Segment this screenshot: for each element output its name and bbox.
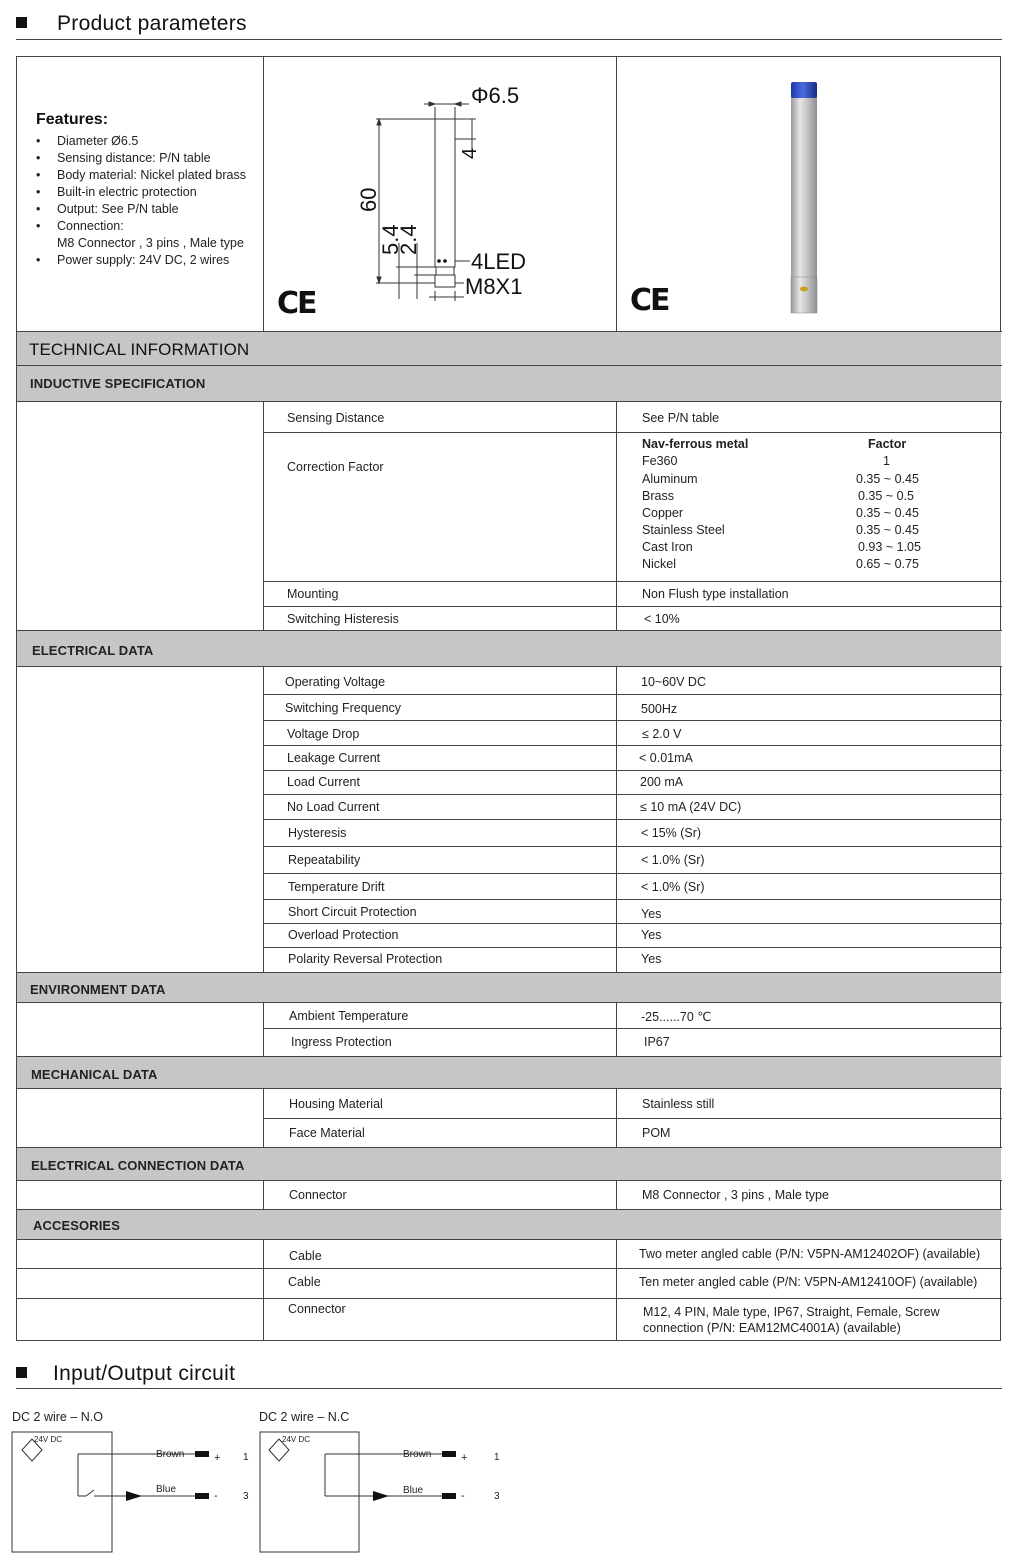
row-divider <box>264 947 1002 948</box>
heading-text: Input/Output circuit <box>53 1362 236 1385</box>
spec-label: Overload Protection <box>288 928 399 942</box>
brown-wire-label: Brown <box>156 1449 185 1460</box>
metal-name: Fe360 <box>642 454 678 468</box>
ce-mark-icon: CE <box>630 283 669 318</box>
accessory-label: Connector <box>288 1302 346 1316</box>
sensing-distance-value: See P/N table <box>642 411 720 425</box>
accessory-value: Ten meter angled cable (P/N: V5PN-AM12410OF) (available) <box>639 1275 978 1289</box>
sensor-body <box>791 95 817 295</box>
col-divider <box>263 1240 264 1341</box>
metal-name: Aluminum <box>642 472 698 486</box>
metal-factor: 0.65 ~ 0.75 <box>856 557 919 571</box>
spec-label: Polarity Reversal Protection <box>288 952 443 966</box>
spec-label: Load Current <box>287 775 360 789</box>
inductive-title: INDUCTIVE SPECIFICATION <box>30 376 206 391</box>
circuit-no-title: DC 2 wire – N.O <box>12 1410 103 1424</box>
metal-factor: 0.93 ~ 1.05 <box>858 540 921 554</box>
spec-label: Temperature Drift <box>288 880 385 894</box>
spec-value: Yes <box>641 952 662 966</box>
metal-factor: 1 <box>883 454 890 468</box>
spec-value: < 1.0% (Sr) <box>641 880 705 894</box>
wire-end <box>195 1493 209 1499</box>
col-divider <box>616 1181 617 1209</box>
spec-label: Repeatability <box>288 853 361 867</box>
metal-factor: 0.35 ~ 0.5 <box>858 489 914 503</box>
row-divider <box>264 694 1002 695</box>
dim-4: 4 <box>459 147 481 159</box>
wire-end <box>442 1451 456 1457</box>
plus-sign: + <box>461 1452 468 1464</box>
thread-label: M8X1 <box>465 274 523 299</box>
row-divider <box>264 794 1002 795</box>
row-divider <box>16 1180 1002 1181</box>
bullet-square-icon <box>16 17 27 28</box>
spec-label: Hysteresis <box>288 826 347 840</box>
circuit-nc-title: DC 2 wire – N.C <box>259 1410 350 1424</box>
accessories-band <box>17 1210 1001 1239</box>
dim-diameter: Φ6.5 <box>471 83 520 108</box>
spec-value: M8 Connector , 3 pins , Male type <box>642 1188 829 1202</box>
accessory-label: Cable <box>288 1275 321 1289</box>
sensor-cap <box>791 82 817 98</box>
accessories-title: ACCESORIES <box>33 1218 120 1233</box>
col-divider <box>616 1240 617 1341</box>
dimension-drawing <box>264 57 616 331</box>
row-divider <box>16 1268 1002 1269</box>
factor-col-header: Factor <box>868 437 907 451</box>
switching-hysteresis-value: < 10% <box>644 612 680 626</box>
tech-info-title: TECHNICAL INFORMATION <box>29 340 250 359</box>
row-divider <box>264 1028 1002 1029</box>
accessory-value: Two meter angled cable (P/N: V5PN-AM12402OF) (available) <box>639 1247 981 1261</box>
brown-wire-label: Brown <box>403 1449 432 1460</box>
row-divider <box>264 581 1002 582</box>
feature-item: • Body material: Nickel plated brass <box>36 167 261 184</box>
spec-label: Short Circuit Protection <box>288 905 417 919</box>
feature-item: • Sensing distance: P/N table <box>36 150 261 167</box>
pin-3: 3 <box>494 1491 500 1502</box>
row-divider <box>264 819 1002 820</box>
metal-name: Nickel <box>642 557 677 571</box>
row-divider <box>264 606 1002 607</box>
led-dot-icon <box>443 259 447 263</box>
blue-wire-label: Blue <box>156 1484 177 1495</box>
io-circuit-heading <box>16 1362 235 1386</box>
spec-value: IP67 <box>644 1035 670 1049</box>
spec-value: ≤ 2.0 V <box>642 727 682 741</box>
correction-factor-label: Correction Factor <box>287 460 384 474</box>
dim-2-4: 2.4 <box>396 224 421 255</box>
metal-name: Stainless Steel <box>642 523 725 537</box>
wire-end <box>442 1493 456 1499</box>
features-list <box>36 133 261 269</box>
circuit-nc-diagram <box>257 1428 507 1558</box>
pin-1: 1 <box>243 1452 249 1463</box>
spec-label: Face Material <box>289 1126 365 1140</box>
spec-value: 10~60V DC <box>641 675 706 689</box>
spec-value: Yes <box>641 928 662 942</box>
accessory-value: M12, 4 PIN, Male type, IP67, Straight, Female, Screw connection (P/N: EAM12MC4001A) (available) <box>643 1305 940 1335</box>
dim-60: 60 <box>356 187 381 212</box>
heading-rule <box>16 39 1002 40</box>
row-divider <box>264 899 1002 900</box>
pin-1: 1 <box>494 1452 500 1463</box>
led-label: 4LED <box>471 249 527 274</box>
metal-factor: 0.35 ~ 0.45 <box>856 472 919 486</box>
switching-hysteresis-label: Switching Histeresis <box>287 612 399 626</box>
metal-factor: 0.35 ~ 0.45 <box>856 506 919 520</box>
spec-value: ≤ 10 mA (24V DC) <box>640 800 742 814</box>
col-divider <box>263 1003 264 1056</box>
spec-label: Housing Material <box>289 1097 383 1111</box>
metal-factor: 0.35 ~ 0.45 <box>856 523 919 537</box>
spec-value: Stainless still <box>642 1097 715 1111</box>
spec-label: Switching Frequency <box>285 701 402 715</box>
environment-band <box>17 973 1001 1002</box>
dim-5-4: 5.4 <box>378 224 403 255</box>
spec-label: Voltage Drop <box>287 727 360 741</box>
spec-value: < 15% (Sr) <box>641 826 702 840</box>
spec-value: < 0.01mA <box>639 751 693 765</box>
row-divider <box>264 1118 1002 1119</box>
connection-title: ELECTRICAL CONNECTION DATA <box>31 1158 245 1173</box>
ce-mark-icon: CE <box>277 286 316 321</box>
feature-item: • Power supply: 24V DC, 2 wires <box>36 252 261 269</box>
arrow-icon <box>126 1491 142 1501</box>
row-divider <box>16 401 1002 402</box>
row-divider <box>264 720 1002 721</box>
led-dot-icon <box>437 259 441 263</box>
wire-end <box>195 1451 209 1457</box>
mounting-value: Non Flush type installation <box>642 587 789 601</box>
supply-label: 24V DC <box>34 1435 63 1444</box>
led-indicator-icon <box>800 287 808 292</box>
row-divider <box>264 923 1002 924</box>
spec-label: Leakage Current <box>287 751 381 765</box>
row-divider <box>16 1002 1002 1003</box>
sensor-connector <box>791 277 817 313</box>
col-divider <box>616 1003 617 1056</box>
pin-3: 3 <box>243 1491 249 1502</box>
spec-value: POM <box>642 1126 671 1140</box>
col-divider <box>263 1181 264 1209</box>
col-divider <box>616 402 617 630</box>
spec-value: < 1.0% (Sr) <box>641 853 705 867</box>
circuit-no-diagram <box>10 1428 255 1558</box>
arrow-icon <box>373 1491 389 1501</box>
features-title: Features: <box>36 111 109 128</box>
sensing-distance-label: Sensing Distance <box>287 411 385 425</box>
spec-label: Ingress Protection <box>291 1035 392 1049</box>
row-divider <box>264 770 1002 771</box>
heading-text: Product parameters <box>57 12 247 35</box>
mechanical-band <box>17 1057 1001 1088</box>
connection-band <box>17 1148 1001 1180</box>
accessory-label: Cable <box>289 1249 322 1263</box>
product-photo <box>617 57 1001 331</box>
heading-rule <box>16 1388 1002 1389</box>
spec-label: No Load Current <box>287 800 380 814</box>
mechanical-title: MECHANICAL DATA <box>31 1067 158 1082</box>
supply-label: 24V DC <box>282 1435 311 1444</box>
minus-sign: - <box>214 1490 218 1502</box>
row-divider <box>16 1088 1002 1089</box>
feature-item: • Diameter Ø6.5 <box>36 133 261 150</box>
spec-label: Operating Voltage <box>285 675 386 689</box>
row-divider <box>264 846 1002 847</box>
row-divider <box>264 432 1002 433</box>
feature-item: • Built-in electric protection <box>36 184 261 201</box>
bullet-square-icon <box>16 1367 27 1378</box>
row-divider <box>264 873 1002 874</box>
metal-col-header: Nav-ferrous metal <box>642 437 749 451</box>
environment-title: ENVIRONMENT DATA <box>30 982 166 997</box>
metal-name: Brass <box>642 489 674 503</box>
feature-item: • Output: See P/N table <box>36 201 261 218</box>
minus-sign: - <box>461 1490 465 1502</box>
row-divider <box>16 1239 1002 1240</box>
product-parameters-heading <box>16 12 247 36</box>
spec-label: Connector <box>289 1188 347 1202</box>
spec-value: 500Hz <box>641 702 678 716</box>
plus-sign: + <box>214 1452 221 1464</box>
metal-name: Cast Iron <box>642 540 693 554</box>
spec-label: Ambient Temperature <box>289 1009 409 1023</box>
electrical-title: ELECTRICAL DATA <box>32 643 154 658</box>
col-divider <box>263 402 264 630</box>
inductive-band <box>17 366 1001 401</box>
feature-item: • Connection: M8 Connector , 3 pins , Male type <box>36 218 261 252</box>
metal-name: Copper <box>642 506 683 520</box>
row-divider <box>264 745 1002 746</box>
spec-value: 200 mA <box>640 775 684 789</box>
tech-info-band <box>17 332 1001 365</box>
electrical-band <box>17 631 1001 666</box>
spec-value: -25......70 ℃ <box>641 1010 712 1024</box>
row-divider <box>16 1298 1002 1299</box>
row-divider <box>16 666 1002 667</box>
mounting-label: Mounting <box>287 587 339 601</box>
spec-value: Yes <box>641 907 662 921</box>
blue-wire-label: Blue <box>403 1485 424 1496</box>
